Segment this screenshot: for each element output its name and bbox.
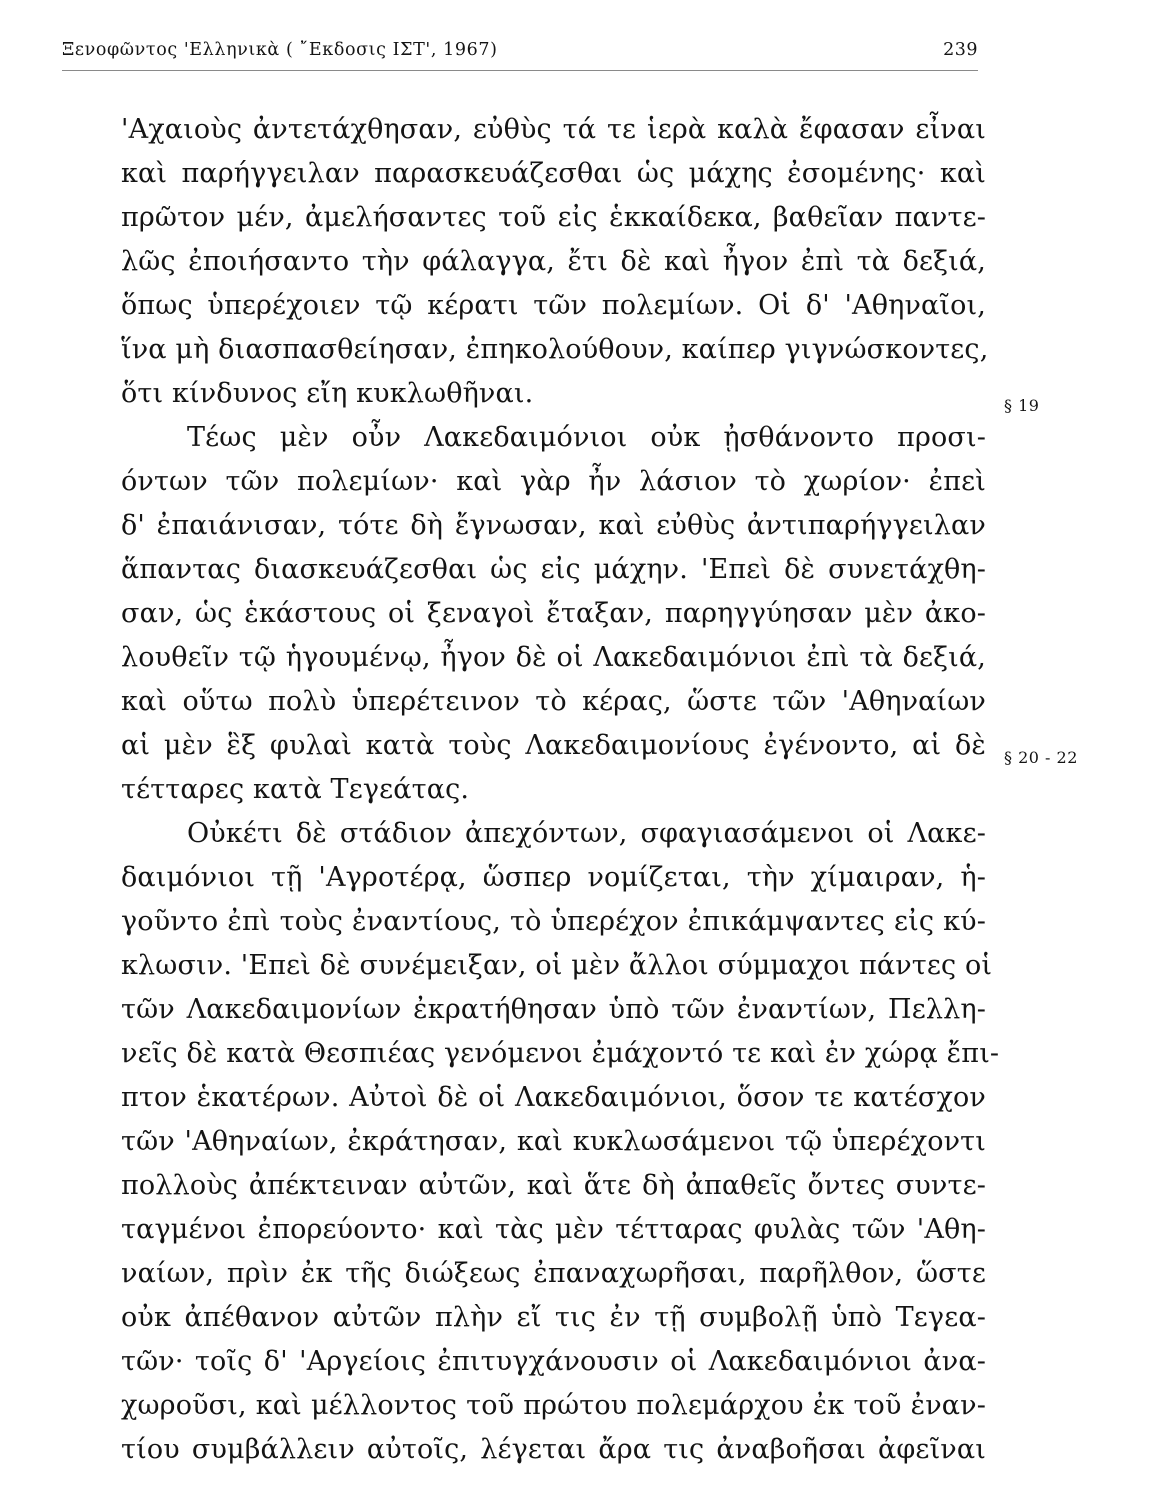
text-line: οὐκ ἀπέθανον αὐτῶν πλὴν εἴ τις ἐν τῇ συμβολῇ ὑπὸ Τεγεα-	[121, 1302, 986, 1333]
text-line: κλωσιν. 'Επεὶ δὲ συνέμειξαν, οἱ μὲν ἄλλοι σύμμαχοι πάντες οἱ	[121, 950, 993, 981]
text-line: ἅπαντας διασκευάζεσθαι ὡς εἰς μάχην. 'Επεὶ δὲ συνετάχθη-	[121, 554, 986, 585]
text-line: τίου συμβάλλειν αὐτοῖς, λέγεται ἄρα τις ἀναβοῆσαι ἀφεῖναι	[121, 1434, 986, 1465]
text-line: ὅτι κίνδυνος εἴη κυκλωθῆναι.	[121, 378, 534, 409]
text-line: όντων τῶν πολεμίων· καὶ γὰρ ἦν λάσιον τὸ χωρίον· ἐπεὶ	[121, 466, 986, 497]
text-line: λῶς ἐποιήσαντο τὴν φάλαγγα, ἔτι δὲ καὶ ἦγον ἐπὶ τὰ δεξιά,	[121, 246, 986, 277]
text-line: νεῖς δὲ κατὰ Θεσπιέας γενόμενοι ἐμάχοντό τε καὶ ἐν χώρᾳ ἔπι-	[121, 1038, 1000, 1069]
text-line: 'Αχαιοὺς ἀντετάχθησαν, εὐθὺς τά τε ἱερὰ καλὰ ἔφασαν εἶναι	[121, 114, 986, 145]
text-line: πρῶτον μέν, ἀμελήσαντες τοῦ εἰς ἑκκαίδεκα, βαθεῖαν παντε-	[121, 202, 986, 233]
text-line: ναίων, πρὶν ἐκ τῆς διώξεως ἐπαναχωρῆσαι, παρῆλθον, ὥστε	[121, 1258, 986, 1289]
greek-text-body	[121, 108, 1000, 1472]
paragraph-start-line: Οὐκέτι δὲ στάδιον ἀπεχόντων, σφαγιασάμενοι οἱ Λακε-	[187, 818, 986, 849]
running-title: Ξενοφῶντος 'Ελληνικὰ ( ῎Εκδοσις ΙΣΤ', 1967)	[62, 40, 498, 60]
text-line: τέτταρες κατὰ Τεγεάτας.	[121, 774, 470, 805]
running-head	[62, 40, 978, 70]
paragraph-start-line: Τέως μὲν οὖν Λακεδαιμόνιοι οὐκ ᾐσθάνοντο προσι-	[187, 422, 986, 453]
text-line: τῶν Λακεδαιμονίων ἐκρατήθησαν ὑπὸ τῶν ἐναντίων, Πελλη-	[121, 994, 986, 1025]
text-line: χωροῦσι, καὶ μέλλοντος τοῦ πρώτου πολεμάρχου ἐκ τοῦ ἐναν-	[121, 1390, 986, 1421]
text-line: τῶν 'Αθηναίων, ἐκράτησαν, καὶ κυκλωσάμενοι τῷ ὑπερέχοντι	[121, 1126, 986, 1157]
text-line: καὶ παρήγγειλαν παρασκευάζεσθαι ὡς μάχης ἐσομένης· καὶ	[121, 158, 986, 189]
text-line: πολλοὺς ἀπέκτειναν αὐτῶν, καὶ ἅτε δὴ ἀπαθεῖς ὄντες συντε-	[121, 1170, 986, 1201]
text-line: δαιμόνιοι τῇ 'Αγροτέρᾳ, ὥσπερ νομίζεται, τὴν χίμαιραν, ἡ-	[121, 862, 986, 893]
margin-note-section-20-22: § 20 - 22	[1004, 748, 1078, 767]
text-line: πτον ἑκατέρων. Αὐτοὶ δὲ οἱ Λακεδαιμόνιοι, ὅσον τε κατέσχον	[121, 1082, 986, 1113]
text-line: αἱ μὲν ἓξ φυλαὶ κατὰ τοὺς Λακεδαιμονίους ἐγένοντο, αἱ δὲ	[121, 730, 986, 761]
header-rule	[62, 70, 978, 71]
text-line: καὶ οὕτω πολὺ ὑπερέτεινον τὸ κέρας, ὥστε τῶν 'Αθηναίων	[121, 686, 986, 717]
text-line: λουθεῖν τῷ ἡγουμένῳ, ἦγον δὲ οἱ Λακεδαιμόνιοι ἐπὶ τὰ δεξιά,	[121, 642, 986, 673]
text-line: ἵνα μὴ διασπασθείησαν, ἐπηκολούθουν, καίπερ γιγνώσκοντες,	[121, 334, 989, 365]
margin-note-section-19: § 19	[1004, 396, 1040, 415]
text-line: ταγμένοι ἐπορεύοντο· καὶ τὰς μὲν τέτταρας φυλὰς τῶν 'Αθη-	[121, 1214, 986, 1245]
text-line: τῶν· τοῖς δ' 'Αργείοις ἐπιτυγχάνουσιν οἱ Λακεδαιμόνιοι ἀνα-	[121, 1346, 986, 1377]
text-line: ὅπως ὑπερέχοιεν τῷ κέρατι τῶν πολεμίων. Οἱ δ' 'Αθηναῖοι,	[121, 290, 986, 321]
text-line: δ' ἐπαιάνισαν, τότε δὴ ἔγνωσαν, καὶ εὐθὺς ἀντιπαρήγγειλαν	[121, 510, 986, 541]
text-line: γοῦντο ἐπὶ τοὺς ἐναντίους, τὸ ὑπερέχον ἐπικάμψαντες εἰς κύ-	[121, 906, 986, 937]
text-line: σαν, ὡς ἑκάστους οἱ ξεναγοὶ ἔταξαν, παρηγγύησαν μὲν ἀκο-	[121, 598, 986, 629]
page-number: 239	[943, 40, 978, 60]
